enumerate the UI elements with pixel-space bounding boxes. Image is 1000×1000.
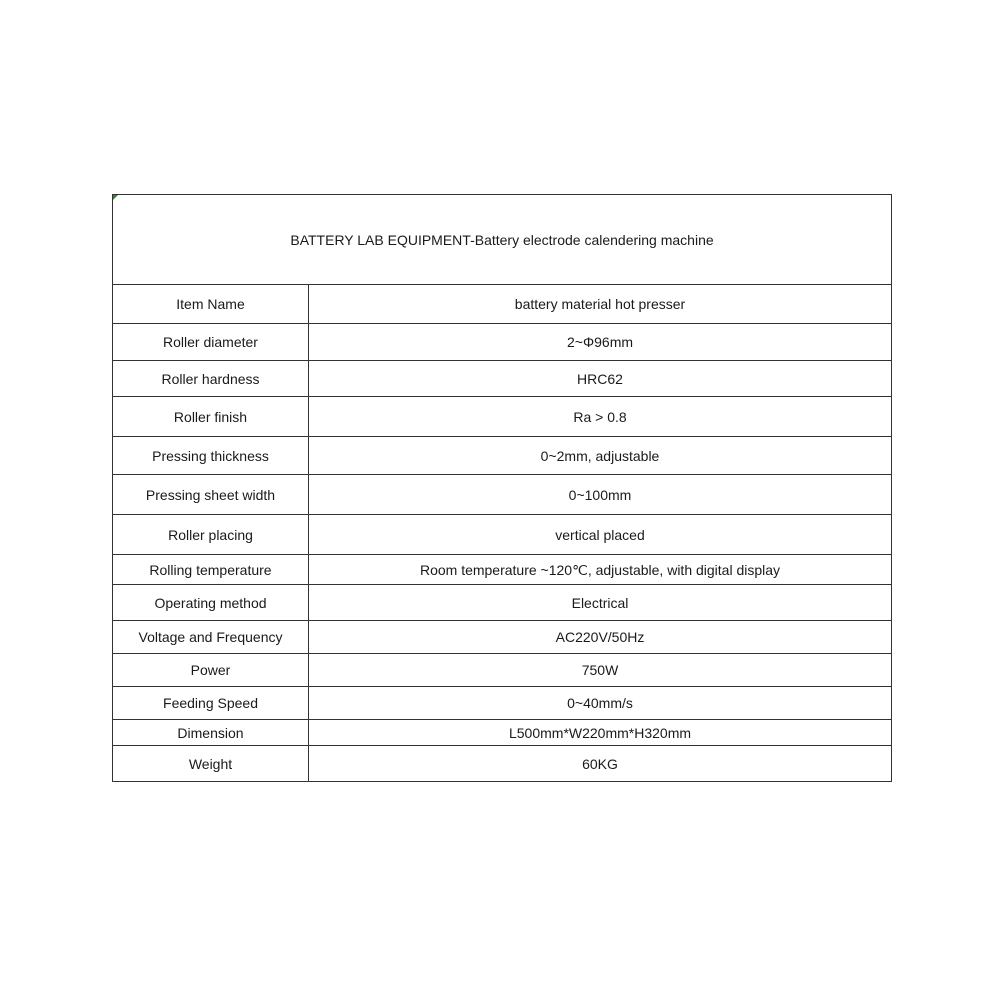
spec-label: Roller hardness [113, 361, 309, 397]
spec-label: Roller finish [113, 397, 309, 437]
table-row [113, 361, 892, 397]
spec-label: Rolling temperature [113, 555, 309, 585]
spec-label: Weight [113, 746, 309, 782]
table-title: BATTERY LAB EQUIPMENT-Battery electrode calendering machine [290, 231, 714, 248]
spec-value: 60KG [309, 746, 892, 782]
table-row [113, 437, 892, 475]
title-row [113, 195, 892, 285]
spec-value: 0~2mm, adjustable [309, 437, 892, 475]
table-row [113, 285, 892, 324]
spec-label: Dimension [113, 720, 309, 746]
spec-label: Pressing thickness [113, 437, 309, 475]
table-row [113, 687, 892, 720]
table-row [113, 746, 892, 782]
spec-label: Voltage and Frequency [113, 621, 309, 654]
table-row [113, 585, 892, 621]
spec-value: AC220V/50Hz [309, 621, 892, 654]
table-row [113, 555, 892, 585]
table-row [113, 515, 892, 555]
spec-value: L500mm*W220mm*H320mm [309, 720, 892, 746]
spec-label: Item Name [113, 285, 309, 324]
corner-marker [113, 195, 118, 200]
table-row [113, 654, 892, 687]
spec-value: Room temperature ~120℃, adjustable, with digital display [309, 555, 892, 585]
spec-label: Roller diameter [113, 324, 309, 361]
spec-label: Roller placing [113, 515, 309, 555]
spec-label: Power [113, 654, 309, 687]
table-row [113, 475, 892, 515]
spec-label: Operating method [113, 585, 309, 621]
spec-table [112, 194, 892, 782]
spec-value: Ra > 0.8 [309, 397, 892, 437]
spec-label: Feeding Speed [113, 687, 309, 720]
table-row [113, 324, 892, 361]
title-cell [113, 195, 892, 285]
spec-value: Electrical [309, 585, 892, 621]
spec-value: vertical placed [309, 515, 892, 555]
spec-label: Pressing sheet width [113, 475, 309, 515]
spec-value: 750W [309, 654, 892, 687]
spec-value: 2~Φ96mm [309, 324, 892, 361]
spec-value: HRC62 [309, 361, 892, 397]
spec-value: 0~40mm/s [309, 687, 892, 720]
spec-value: 0~100mm [309, 475, 892, 515]
table-row [113, 720, 892, 746]
spec-value: battery material hot presser [309, 285, 892, 324]
table-row [113, 397, 892, 437]
table-row [113, 621, 892, 654]
